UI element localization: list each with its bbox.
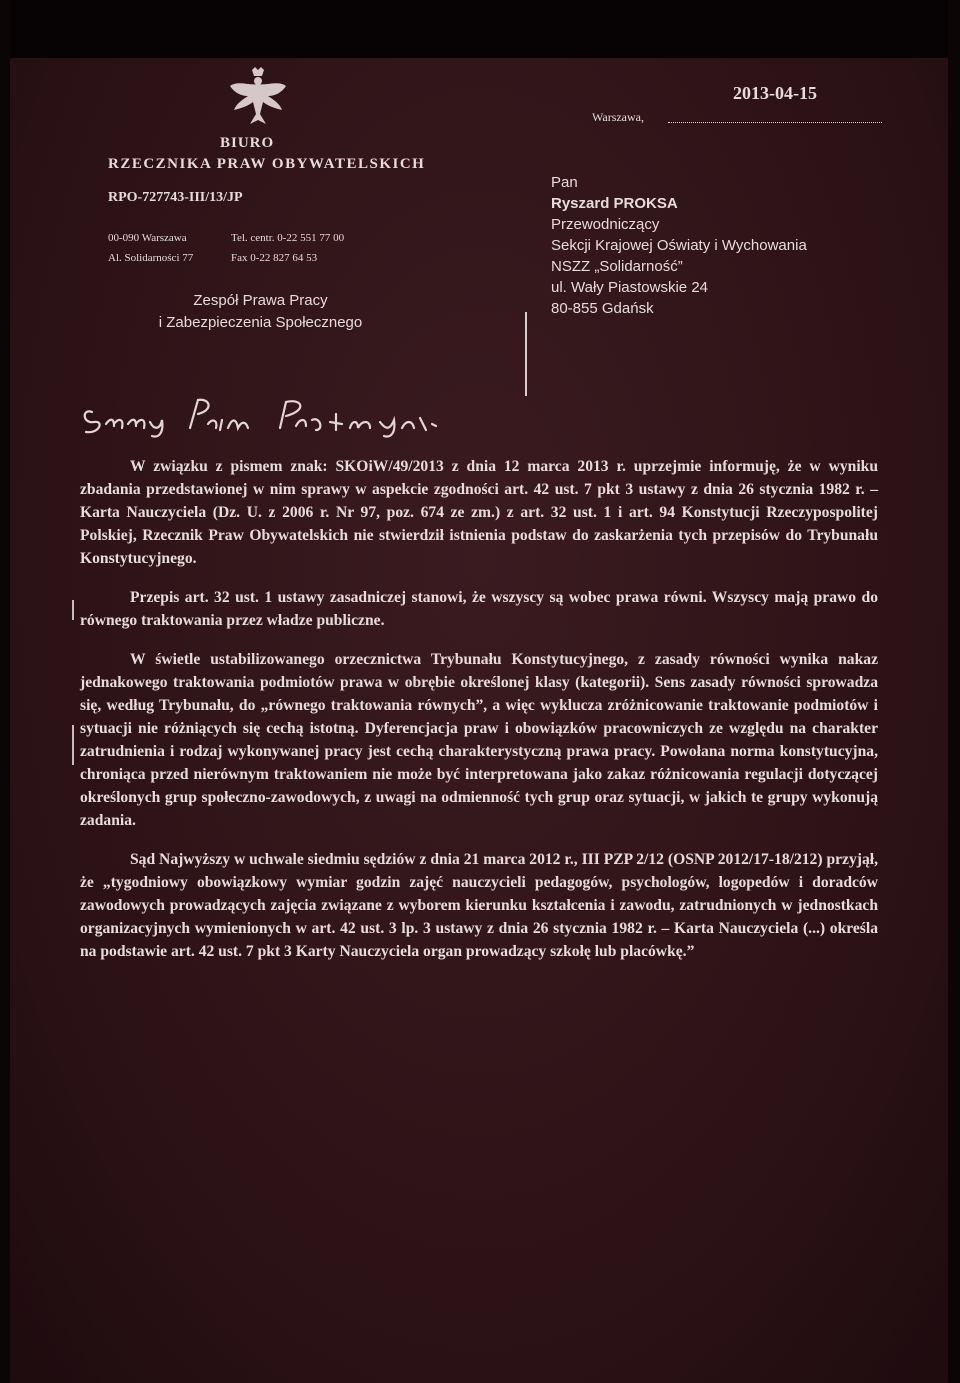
recipient-address <box>551 172 807 319</box>
recipient-city: 80-855 Gdańsk <box>551 300 654 317</box>
letter-body <box>80 455 878 979</box>
recipient-name: Ryszard PROKSA <box>551 195 678 212</box>
paragraph: W związku z pismem znak: SKOiW/49/2013 z dnia 12 marca 2013 r. uprzejmie informuję, że w wyniku zbadania przedstawionej w nim sprawy w aspekcie zgodności art. 42 ust. 7 pkt 3 ustawy z dnia 26 stycznia 1982 r. – Karta Nauczyciela (Dz. U. z 2006 r. Nr 97, poz. 674 ze zm.) z art. 32 ust. 1 i art. 94 Konstytucji Rzeczypospolitej Polskiej, Rzecznik Praw Obywatelskich nie stwierdził istnienia podstaw do zaskarżenia tych przepisów do Trybunału Konstytucyjnego. <box>80 458 878 567</box>
date-dotted-line <box>668 112 882 123</box>
scan-right-border <box>948 0 960 1383</box>
paragraph: W świetle ustabilizowanego orzecznictwa Trybunału Konstytucyjnego, z zasady równości wynika nakaz jednakowego traktowania podmiotów prawa w obrębie określonej klasy (kategorii). Sens zasady równości sprowadza się, według Trybunału, do „równego traktowania równych”, a więc wyklucza zróżnicowanie traktowanie podmiotów i sytuacji nie różniących się cechą istotną. Dyferencjacja praw i obowiązków pracowniczych ze względu na charakter zatrudnienia i rodzaj wykonywanej pracy jest cechą charakterystyczną prawa pracy. Powołana norma konstytucyjna, chroniąca przed nierównym traktowaniem nie może być interpretowana jako zakaz różnicowania regulacji dotyczącej określonych grup społeczno-zawodowych, z uwagi na odmienność tych grup oraz sytuacji, w jakich te grupy wykonują zadania. <box>80 651 878 829</box>
office-label: BIURO <box>220 135 275 151</box>
street-address: Al. Solidarności 77 <box>108 252 194 264</box>
recipient-line-1: Pan <box>551 174 578 191</box>
date-label: Warszawa, <box>592 110 645 124</box>
margin-mark <box>72 600 74 620</box>
recipient-street: ul. Wały Piastowskie 24 <box>551 279 709 296</box>
date-stamp: 2013-04-15 <box>733 83 817 103</box>
recipient-section: Sekcji Krajowej Oświaty i Wychowania <box>551 237 807 254</box>
office-name: RZECZNIKA PRAW OBYWATELSKICH <box>108 156 426 172</box>
handwritten-salutation <box>80 394 450 440</box>
postal-address: 00-090 Warszawa <box>108 232 187 244</box>
fax-number: Fax 0-22 827 64 53 <box>231 252 318 264</box>
paragraph: Przepis art. 32 ust. 1 ustawy zasadniczej stanowi, że wszyscy są wobec prawa równi. Wszyscy mają prawo do równego traktowania przez władze publiczne. <box>80 589 878 629</box>
recipient-union: NSZZ „Solidarność” <box>551 258 683 275</box>
team-name-line-2: i Zabezpieczenia Społecznego <box>158 314 363 331</box>
recipient-title: Przewodniczący <box>551 216 660 233</box>
paragraph: Sąd Najwyższy w uchwale siedmiu sędziów z dnia 21 marca 2012 r., III PZP 2/12 (OSNP 2012/17-18/212) przyjął, że „tygodniowy obowiązkowy wymiar godzin zajęć nauczycieli pedagogów, psychologów, logopedów i doradców zawodowych prowadzących zajęcia związane z wyborem kierunku kształcenia i zawodu, zatrudnionych w jednostkach organizacyjnych wymienionych w art. 42 ust. 3 lp. 3 ustawy z dnia 26 stycznia 1982 r. – Karta Nauczyciela (...) określa na podstawie art. 42 ust. 7 pkt 3 Karty Nauczyciela organ prowadzący szkołę lub placówkę.” <box>80 851 878 960</box>
scan-left-border <box>0 0 10 1383</box>
address-line-2 <box>108 252 318 264</box>
polish-eagle-emblem-icon <box>228 66 288 130</box>
team-name-line-1: Zespół Prawa Pracy <box>193 292 328 309</box>
fold-mark-line <box>525 312 527 396</box>
reference-number: RPO-727743-III/13/JP <box>108 190 243 205</box>
margin-mark <box>72 725 74 765</box>
address-line-1 <box>108 232 345 244</box>
phone-number: Tel. centr. 0-22 551 77 00 <box>231 232 345 244</box>
scan-top-border <box>0 0 960 58</box>
